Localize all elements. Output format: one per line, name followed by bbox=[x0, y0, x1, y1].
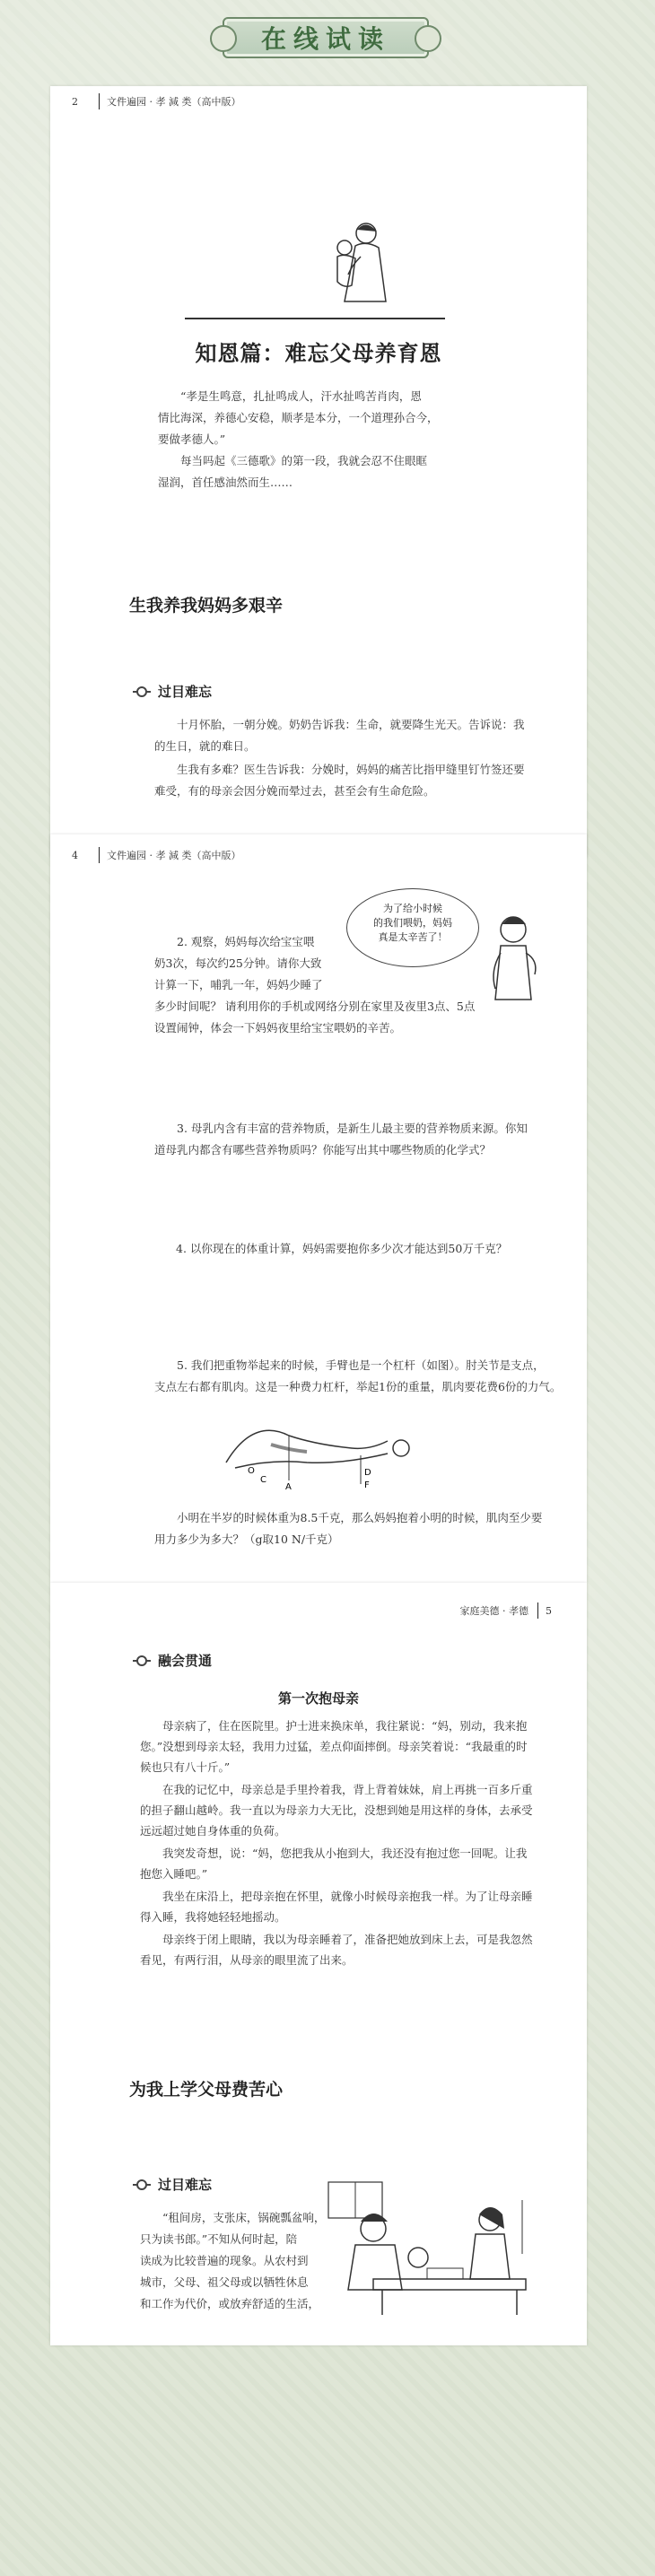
header-banner bbox=[205, 13, 447, 63]
running-head-text: 文件遍园 · 孝 減 类（高中版） bbox=[107, 850, 241, 861]
question-3 bbox=[154, 1118, 576, 1161]
q3-line: 道母乳内都含有哪些营养物质吗？你能写出其中哪些物质的化学式？ bbox=[154, 1143, 492, 1157]
poem-line: 要做孝德人。” bbox=[158, 432, 226, 446]
q2-line: 2. 观察，妈妈每次给宝宝喂 bbox=[177, 935, 315, 948]
intro-line: 湿润，首任感油然而生…… bbox=[158, 476, 293, 489]
para-line: 只为读书郎。”不知从何时起，陪 bbox=[140, 2232, 298, 2246]
label-o: O bbox=[248, 1466, 255, 1476]
bubble-line: 为了给小时候 bbox=[383, 903, 442, 914]
paragraph: 我突发奇想，说：“妈，您把我从小抱到大，我还没有抱过您一回呢。让我抱您入睡吧。” bbox=[140, 1847, 528, 1881]
q2-line: 设置闹钟，体会一下妈妈夜里给宝宝喂奶的辛苦。 bbox=[154, 1021, 402, 1035]
subsection-label: 融会贯通 bbox=[158, 1653, 213, 1669]
subsection-heading bbox=[133, 682, 212, 701]
q2-line: 计算一下，哺乳一年，妈妈少睡了 bbox=[154, 978, 323, 991]
section-marker-icon bbox=[133, 686, 153, 697]
label-c: C bbox=[260, 1475, 266, 1485]
story-text bbox=[140, 1716, 535, 1972]
para-line: 和工作为代价，或放弃舒适的生活， bbox=[140, 2297, 320, 2310]
divider bbox=[99, 93, 100, 109]
banner-title: 在线试读 bbox=[223, 17, 429, 58]
divider bbox=[537, 1602, 538, 1619]
chapter-title: 知恩篇：难忘父母养育恩 bbox=[195, 340, 442, 366]
para-line: 读成为比较普遍的现象。从农村到 bbox=[140, 2254, 309, 2267]
q2-line: 多少时间呢？ 请利用你的手机或网络分别在家里及夜里3点、5点 bbox=[154, 1000, 476, 1013]
mother-child-illustration bbox=[310, 221, 409, 310]
story-title: 第一次抱母亲 bbox=[277, 1690, 359, 1707]
q5-line: 支点左右都有肌肉。这是一种费力杠杆，举起1份的重量，肌肉要花费6份的力气。 bbox=[154, 1380, 562, 1393]
label-d: D bbox=[364, 1468, 371, 1478]
subsection-heading bbox=[133, 1651, 212, 1670]
paragraph: 母亲终于闭上眼睛，我以为母亲睡着了，准备把她放到床上去，可是我忽然看见，有两行泪，从母亲的眼里流了出来。 bbox=[140, 1933, 533, 1967]
q3-line: 3. 母乳内含有丰富的营养物质，是新生儿最主要的营养物质来源。你知 bbox=[177, 1122, 528, 1135]
book-page-1 bbox=[50, 86, 587, 858]
page-number: 4 bbox=[72, 849, 78, 861]
subsection-heading bbox=[133, 2175, 212, 2194]
running-head bbox=[50, 1595, 587, 1626]
page-number: 5 bbox=[546, 1604, 552, 1617]
paragraph: 母亲病了，住在医院里。护士进来换床单，我往紧说：“妈，别动，我来抱您。”没想到母亲太轻，我用力过猛，差点仰面摔倒。母亲笑着说：“我最重的时候也只有八十斤。” bbox=[140, 1719, 528, 1774]
flourish-right-icon bbox=[415, 25, 441, 52]
paragraph: 十月怀胎，一朝分娩。奶奶告诉我：生命，就要降生光天。告诉说：我的生日，就的难日。 bbox=[154, 718, 525, 753]
flourish-left-icon bbox=[210, 25, 237, 52]
section-title: 生我养我妈妈多艰辛 bbox=[129, 596, 284, 616]
running-head-text: 文件遍园 · 孝 減 类（高中版） bbox=[107, 96, 241, 108]
running-head bbox=[50, 840, 587, 870]
page-number: 2 bbox=[72, 95, 78, 108]
question-5-tail bbox=[154, 1507, 576, 1550]
question-5 bbox=[154, 1355, 576, 1398]
para-line: 城市，父母、祖父母或以牺牲休息 bbox=[140, 2275, 309, 2289]
book-page-3 bbox=[50, 1583, 587, 2345]
section-title: 为我上学父母费苦心 bbox=[129, 2080, 284, 2100]
poem-line: “孝是生鸣意，扎扯鸣成人，汗水扯鸣苦肖肉，恩 bbox=[180, 389, 422, 403]
label-f: F bbox=[364, 1480, 370, 1489]
poem-block bbox=[158, 386, 499, 493]
title-rule bbox=[185, 318, 445, 319]
paragraph: 在我的记忆中，母亲总是手里拎着我，背上背着妹妹，肩上再挑一百多斤重的担子翻山越岭。我一直以为母亲力大无比，没想到她是用这样的身体，去承受远远超过她自身体重的负荷。 bbox=[140, 1783, 533, 1838]
paragraph: 生我有多难？医生告诉我：分娩时，妈妈的痛苦比指甲缝里钉竹签还要难受，有的母亲会因分娩而晕过去，甚至会有生命危险。 bbox=[154, 763, 525, 798]
running-head-text: 家庭美德 · 孝德 bbox=[459, 1605, 528, 1617]
family-study-illustration bbox=[319, 2164, 544, 2317]
poem-line: 情比海深，养德心安稳，顺孝是本分，一个道理孙合今， bbox=[158, 411, 439, 424]
q5-line: 5. 我们把重物举起来的时候，手臂也是一个杠杆（如图）。肘关节是支点， bbox=[177, 1358, 545, 1372]
paragraph: 我坐在床沿上，把母亲抱在怀里，就像小时候母亲抱我一样。为了让母亲睡得入睡，我将她轻轻地摇动。 bbox=[140, 1890, 533, 1924]
section-marker-icon bbox=[133, 2179, 153, 2190]
subsection-label: 过目难忘 bbox=[158, 2177, 213, 2193]
bubble-line: 的我们喂奶，妈妈 bbox=[373, 917, 452, 929]
book-page-2 bbox=[50, 834, 587, 1583]
q2-line: 奶3次，每次约25分钟。请你大致 bbox=[154, 956, 322, 970]
q5-tail-line: 用力多少为多大？（g取10 N/千克） bbox=[154, 1533, 339, 1546]
label-a: A bbox=[285, 1482, 292, 1489]
divider bbox=[99, 847, 100, 863]
subsection-label: 过目难忘 bbox=[158, 684, 213, 700]
para-line: “租间房，支张床，锅碗瓢盆响， bbox=[162, 2211, 326, 2224]
body-text bbox=[154, 714, 531, 804]
section-marker-icon bbox=[133, 1655, 153, 1666]
bubble-line: 真是太辛苦了！ bbox=[378, 931, 448, 943]
intro-line: 每当吗起《三德歌》的第一段，我就会忍不住眼眶 bbox=[180, 454, 428, 467]
running-head bbox=[50, 86, 587, 117]
arm-lever-diagram bbox=[217, 1409, 424, 1489]
q5-tail-line: 小明在半岁的时候体重为8.5千克，那么妈妈抱着小明的时候，肌肉至少要 bbox=[177, 1511, 543, 1524]
question-4: 4. 以你现在的体重计算，妈妈需要抱你多少次才能达到50万千克？ bbox=[176, 1242, 508, 1255]
question-2 bbox=[154, 931, 567, 1039]
